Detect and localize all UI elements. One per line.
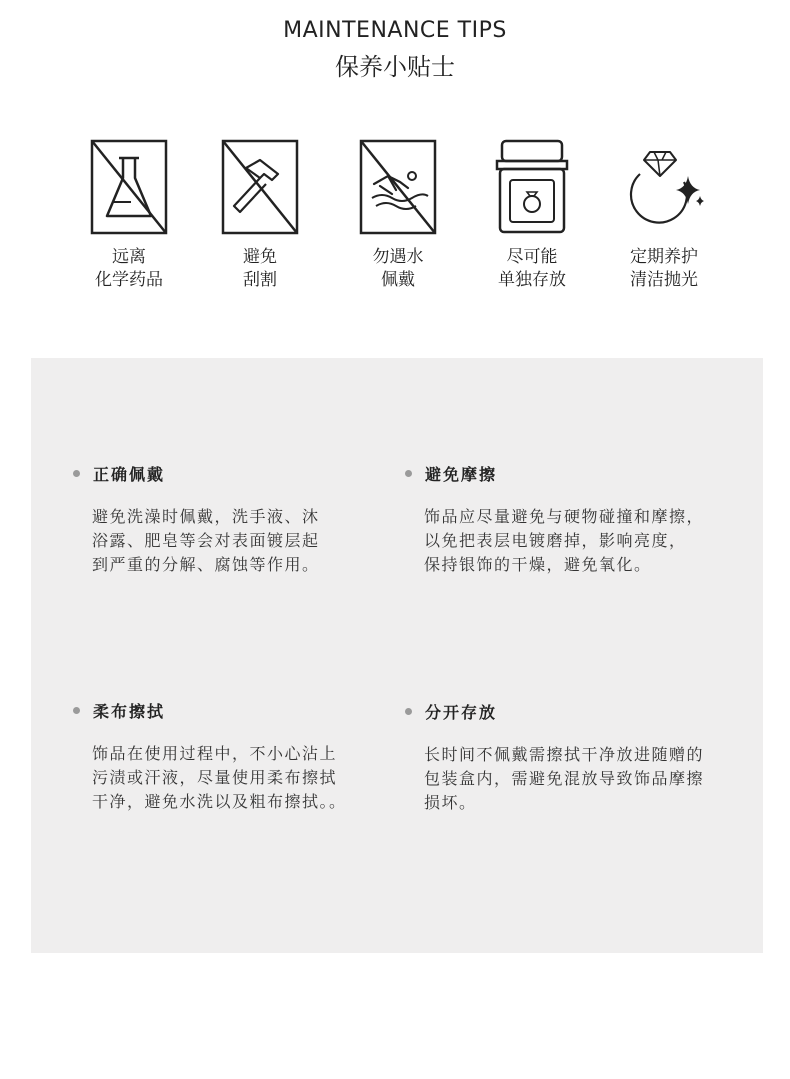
icon-item-scratch: [195, 138, 325, 292]
icon-label: [333, 246, 463, 292]
tip-header: [405, 699, 725, 723]
icon-label-line: 刮割: [243, 270, 277, 290]
tip-line: 避免洗澡时佩戴，洗手液、沐: [92, 507, 320, 526]
tips-panel: [31, 358, 763, 953]
icon-label-line: 定期养护: [630, 247, 698, 267]
tip-friction: [405, 461, 725, 577]
tip-line: 长时间不佩戴需擦拭干净放进随赠的: [424, 745, 705, 764]
tip-header: [405, 461, 725, 485]
tip-line: 饰品在使用过程中，不小心沾上: [92, 744, 338, 763]
bullet-dot-icon: [73, 707, 80, 714]
tip-title: 避免摩擦: [425, 464, 498, 484]
no-scratch-icon: [220, 138, 300, 236]
header: [0, 16, 790, 84]
icon-label-line: 清洁抛光: [630, 270, 698, 290]
tip-body: [424, 743, 724, 815]
icon-item-ring-box: [467, 138, 597, 292]
icon-label-line: 勿遇水: [372, 247, 424, 267]
icon-label-line: 避免: [243, 247, 277, 267]
tip-title: 分开存放: [425, 702, 498, 722]
ring-box-icon: [492, 138, 572, 236]
bullet-dot-icon: [73, 470, 80, 477]
icon-row: [0, 138, 790, 308]
title-chinese: 保养小贴士: [335, 53, 455, 81]
icon-label-line: 尽可能: [506, 247, 558, 267]
tip-line: 浴露、肥皂等会对表面镀层起: [92, 531, 320, 550]
tip-line: 以免把表层电镀磨掉，影响亮度，: [424, 531, 687, 550]
icon-label-line: 单独存放: [498, 270, 566, 290]
bullet-dot-icon: [405, 708, 412, 715]
icon-item-polish: [599, 138, 729, 292]
tip-line: 污渍或汗液，尽量使用柔布擦拭: [92, 768, 338, 787]
icon-label: [599, 246, 729, 292]
no-chemicals-icon: [89, 138, 169, 236]
tip-line: 干净，避免水洗以及粗布擦拭。。: [92, 792, 347, 811]
tip-title: 正确佩戴: [93, 464, 166, 484]
tip-header: [73, 461, 393, 485]
tip-body: [424, 505, 724, 577]
tip-line: 包装盒内，需避免混放导致饰品摩擦: [424, 769, 705, 788]
tip-wiping: [73, 698, 393, 814]
icon-label: [64, 246, 194, 292]
icon-item-chemicals: [64, 138, 194, 292]
tip-line: 保持银饰的干燥，避免氧化。: [424, 555, 652, 574]
icon-label: [467, 246, 597, 292]
tip-line: 到严重的分解、腐蚀等作用。: [92, 555, 320, 574]
diamond-polish-icon: [622, 138, 706, 236]
tip-title: 柔布擦拭: [93, 701, 166, 721]
tip-line: 饰品应尽量避免与硬物碰撞和摩擦，: [424, 507, 705, 526]
no-water-icon: [358, 138, 438, 236]
tip-wearing: [73, 461, 393, 577]
icon-label-line: 远离: [112, 247, 146, 267]
icon-item-water: [333, 138, 463, 292]
tip-body: [92, 505, 392, 577]
tip-body: [92, 742, 392, 814]
tip-line: 损坏。: [424, 793, 477, 812]
tip-header: [73, 698, 393, 722]
title-english: MAINTENANCE TIPS: [283, 18, 507, 43]
icon-label: [195, 246, 325, 292]
icon-label-line: 佩戴: [381, 270, 415, 290]
tip-storage: [405, 699, 725, 815]
icon-label-line: 化学药品: [95, 270, 163, 290]
bullet-dot-icon: [405, 470, 412, 477]
